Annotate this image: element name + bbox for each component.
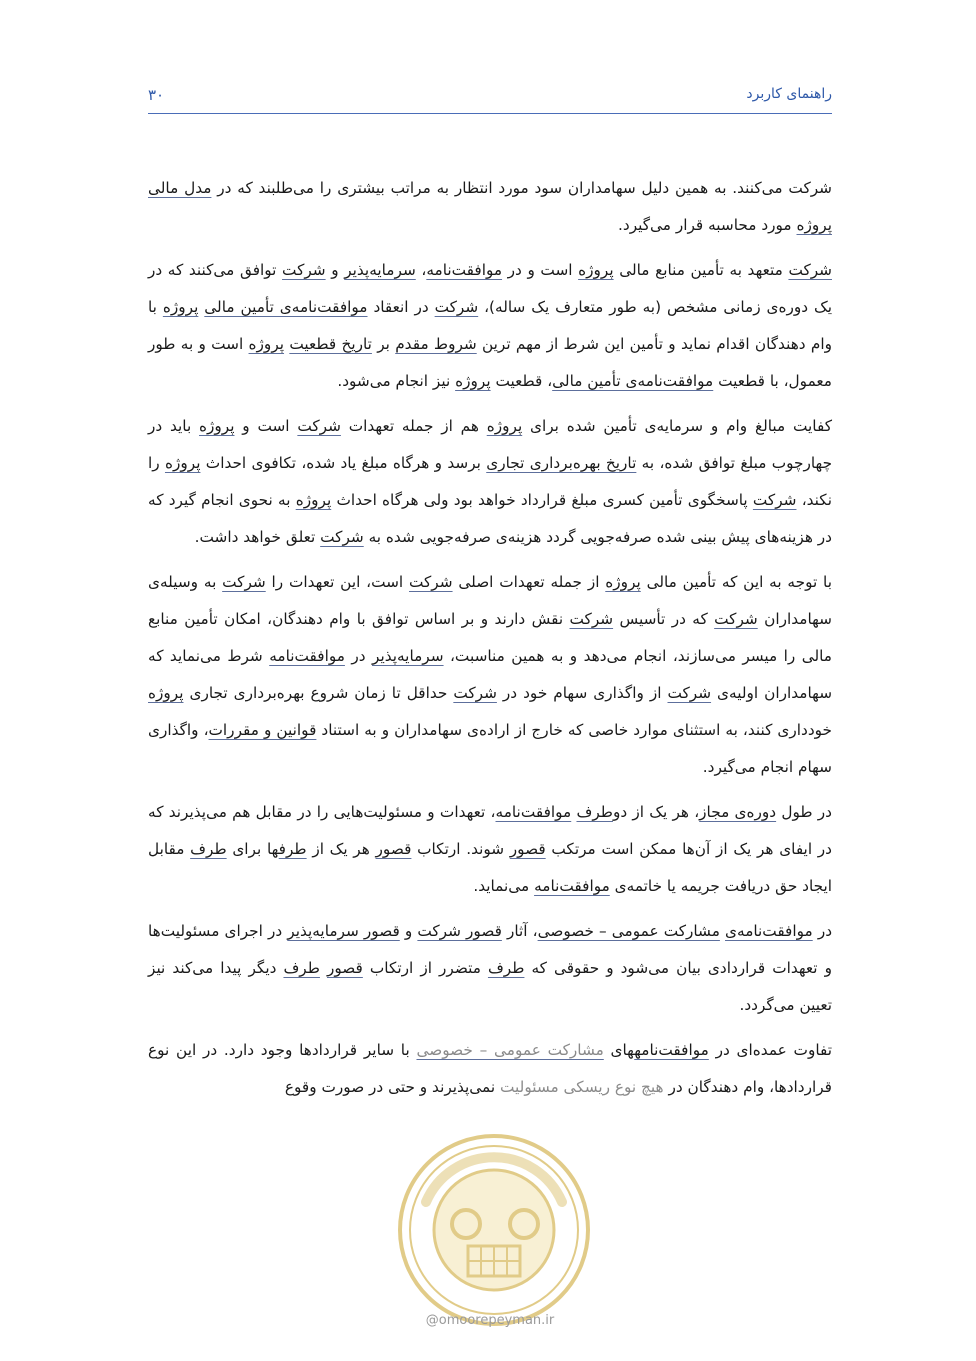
glossary-term-link[interactable]: طرف [487, 959, 525, 977]
text-run: مورد محاسبه قرار می‌گیرد. [618, 216, 797, 234]
glossary-term-link[interactable]: موافقت‌نامه‌ی تأمین مالی [552, 372, 714, 390]
text-run: پاسخگوی تأمین کسری مبلغ قرارداد خواهد بود ولی هرگاه احداث [331, 491, 753, 509]
glossary-term-link[interactable]: موافقت‌نامه‌ی [725, 922, 813, 940]
glossary-term-link[interactable]: شرکت [409, 573, 453, 591]
glossary-term-link[interactable]: پروژه [199, 417, 235, 435]
glossary-term-link[interactable]: شرکت [752, 491, 797, 509]
text-run: هم از جمله تعهدات [340, 417, 487, 435]
glossary-term-link[interactable]: موافقت‌نامه [534, 877, 610, 895]
glossary-term-link[interactable]: قصور [326, 959, 363, 977]
text-run: ، واگذاری سهام انجام می‌گیرد. [148, 721, 832, 776]
glossary-term-link[interactable]: قصور شرکت [417, 922, 502, 940]
text-run: است و به طور معمول، با قطعیت [148, 335, 832, 390]
text-run: به وسیله‌ی سهامداران [148, 573, 832, 628]
glossary-term-link[interactable]: شرکت [320, 528, 364, 546]
text-run: می‌نماید. [473, 877, 535, 895]
text-run: نقش دارند و بر اساس توافق با وام دهندگان، امکان تأمین منابع مالی را میسر می‌سازند، انجام می‌دهد و به همین مناسبت، [148, 610, 832, 665]
text-run: شرط می‌نماید که سهامداران اولیه‌ی [148, 647, 833, 702]
glossary-term-link[interactable]: شرکت [297, 417, 341, 435]
text-run: در طول [776, 803, 832, 821]
text-run: نیز انجام می‌شود. [337, 372, 456, 390]
text-run: های [603, 1041, 635, 1059]
text-run: متضرر از ارتکاب [362, 959, 488, 977]
glossary-term-link[interactable]: شرکت [282, 261, 326, 279]
glossary-term-link[interactable]: پروژه [455, 372, 491, 390]
paragraph [148, 252, 832, 400]
glossary-term-link[interactable]: قوانین و مقررات [208, 721, 317, 739]
glossary-term-link[interactable]: شرکت [714, 610, 758, 628]
glossary-term-link[interactable]: شروط مقدم [395, 335, 477, 353]
text-run: باید در چهارچوب مبلغ توافق شده، به [148, 417, 833, 472]
paragraph [148, 1032, 832, 1106]
glossary-term-link[interactable]: پروژه [605, 573, 641, 591]
text-run: تعلق خواهد داشت. [194, 528, 321, 546]
glossary-term-link[interactable]: مشارکت عمومی – خصوصی [416, 1041, 604, 1059]
glossary-term-link[interactable]: قصور [375, 840, 412, 858]
glossary-term-link[interactable]: طرف [190, 840, 227, 858]
text-run: توافق می‌کنند که در یک دوره‌ی زمانی مشخص (به طور متعارف یک ساله)، [148, 261, 832, 316]
glossary-term-link[interactable]: شرکت [788, 261, 832, 279]
glossary-term-link[interactable]: موافقت‌نامه [269, 647, 345, 665]
paragraph [148, 564, 832, 786]
text-run: است و [234, 417, 298, 435]
glossary-term-link[interactable]: طرف [278, 840, 307, 858]
text-run: از جمله تعهدات اصلی [452, 573, 606, 591]
glossary-term-link[interactable]: قصور سرمایه‌پذیر [287, 922, 400, 940]
text-run: با سایر قراردادها وجود دارد. در این نوع قراردادها، وام دهندگان در [148, 1041, 832, 1096]
glossary-term-link[interactable]: شرکت [222, 573, 266, 591]
glossary-term-link[interactable]: پروژه [164, 454, 201, 472]
text-run: است و در [502, 261, 579, 279]
text-run: ، [415, 261, 427, 279]
text-run: در [344, 647, 372, 665]
glossary-term-link[interactable]: قصور [509, 840, 546, 858]
glossary-term-link[interactable]: پروژه [162, 298, 199, 316]
text-run: خودداری کنند، به استثنای موارد خاصی که خارج از اراده‌ی سهامداران و به استناد [316, 721, 833, 739]
text-run: ، آثار [501, 922, 538, 940]
text-run: هر یک از [306, 840, 376, 858]
text-run: مقابل ایجاد حق دریافت جریمه یا خاتمه‌ی [148, 840, 832, 895]
paragraph [148, 913, 832, 1024]
text-run: متعهد به تأمین منابع مالی [613, 261, 789, 279]
glossary-term-link[interactable]: طرف [283, 959, 320, 977]
text-run: تفاوت عمده‌ای در [708, 1041, 832, 1059]
glossary-term-link[interactable]: پروژه [486, 417, 523, 435]
running-title: راهنمای کاربرد [746, 86, 832, 102]
text-run: کفایت مبالغ وام و سرمایه‌ی تأمین شده برای [522, 417, 832, 435]
document-body [148, 170, 832, 1114]
paragraph [148, 794, 832, 905]
text-run: ، هر یک از دو [612, 803, 700, 821]
page-header [148, 86, 832, 108]
text-run: از واگذاری سهام خود در [496, 684, 668, 702]
watermark-site: @omoorepeyman.ir [425, 1313, 555, 1328]
paragraph [148, 170, 832, 244]
glossary-term-link[interactable]: پروژه [295, 491, 332, 509]
text-run: شرکت می‌کنند. به همین دلیل سهامداران سود مورد انتظار به مراتب بیشتری را می‌طلبند که در [211, 179, 832, 197]
glossary-term-link[interactable]: موافقت‌نامه [426, 261, 503, 279]
text-run: شوند. ارتکاب [411, 840, 510, 858]
glossary-term-link[interactable]: تاریخ قطعیت [289, 335, 372, 353]
glossary-term-link[interactable]: پروژه [578, 261, 614, 279]
glossary-term-link[interactable]: موافقت‌نامه [634, 1041, 709, 1059]
text-run: و [325, 261, 345, 279]
glossary-term-link[interactable]: طرف [576, 803, 613, 821]
text-run: به نحوی انجام گیرد که در هزینه‌های پیش بینی شده صرفه‌جویی گردد هزینه‌ی صرفه‌جویی شده به [148, 491, 832, 546]
text-run: حداقل تا زمان شروع بهره‌برداری تجاری [183, 684, 454, 702]
text-run: ، تعهدات و مسئولیت‌هایی را در مقابل هم می‌پذیرند که در ایفای هر یک از آن‌ها ممکن است مرتکب [148, 803, 832, 858]
text-run: است، این تعهدات را [265, 573, 409, 591]
text-run: ، قطعیت [490, 372, 553, 390]
text-run: ها برای [226, 840, 279, 858]
page-number: ۳۰ [148, 86, 165, 104]
text-run: دیگر پیدا می‌کند نیز تعیین می‌گردد. [148, 959, 832, 1014]
glossary-term-link[interactable]: موافقت‌نامه [495, 803, 572, 821]
glossary-term-link[interactable]: سرمایه‌پذیر [344, 261, 416, 279]
glossary-term-link[interactable]: شرکت [569, 610, 614, 628]
glossary-term-link[interactable]: پروژه [796, 216, 832, 234]
text-run: هیچ نوع ریسکی مسئولیت [500, 1078, 664, 1096]
watermark-seal-logo [396, 1132, 592, 1328]
glossary-term-link[interactable]: شرکت [667, 684, 712, 702]
glossary-term-link[interactable]: مدل مالی [148, 179, 212, 197]
text-run: با وام دهندگان اقدام نماید و تأمین این شرط از مهم ترین [148, 298, 832, 353]
glossary-term-link[interactable]: موافقت‌نامه‌ی تأمین مالی [204, 298, 368, 316]
glossary-term-link[interactable]: پروژه [148, 684, 184, 702]
text-run: و [399, 922, 418, 940]
text-run: که در تأسیس [613, 610, 715, 628]
text-run: در اجرای مسئولیت‌ها و تعهدات قراردادی بیان می‌شود و حقوقی که [148, 922, 832, 977]
header-divider [148, 113, 832, 114]
paragraph [148, 408, 832, 556]
text-run [320, 959, 327, 977]
glossary-term-link[interactable]: پروژه [248, 335, 285, 353]
text-run: در انعقاد [367, 298, 435, 316]
text-run: نمی‌پذیرند و حتی در صورت وقوع [284, 1078, 501, 1096]
text-run: بر [371, 335, 396, 353]
glossary-term-link[interactable]: شرکت [453, 684, 497, 702]
text-run: با توجه به این که تأمین مالی [640, 573, 832, 591]
glossary-term-link[interactable]: شرکت [434, 298, 479, 316]
text-run: در [812, 922, 833, 940]
text-run: برسد و هرگاه مبلغ یاد شده، تکافوی احداث [200, 454, 487, 472]
text-run: را نکند، [148, 454, 832, 509]
glossary-term-link[interactable]: دوره‌ی مجاز [699, 803, 777, 821]
glossary-term-link[interactable]: سرمایه‌پذیر [372, 647, 444, 665]
glossary-term-link[interactable]: تاریخ بهره‌برداری تجاری [486, 454, 637, 472]
glossary-term-link[interactable]: مشارکت عمومی – خصوصی [537, 922, 720, 940]
